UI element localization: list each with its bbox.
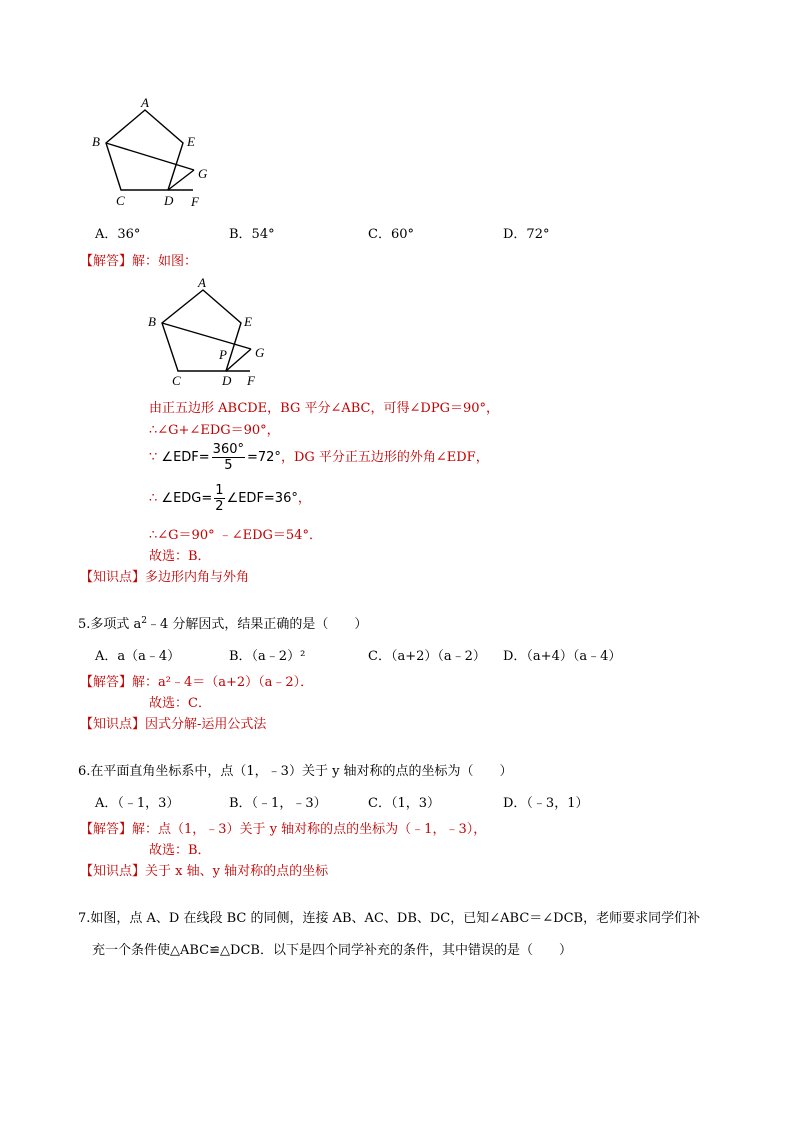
q4-option-b: B．54° xyxy=(229,227,275,242)
label-g-2: G xyxy=(255,345,265,360)
q6-kp-tag: 【知识点】 xyxy=(80,864,146,879)
q6-answer-line xyxy=(80,823,486,836)
q6-choose: 故选：B． xyxy=(149,843,211,858)
q5-stem-pre: 5.多项式 a xyxy=(78,617,142,632)
q6-kp-text: 关于 x 轴、y 轴对称的点的坐标 xyxy=(145,864,329,879)
q4-knowledge-point xyxy=(80,571,249,584)
label-p-2: P xyxy=(219,347,227,362)
q4-sol4-fraction xyxy=(214,484,224,513)
q5-answer-line xyxy=(80,676,313,689)
q6-answer-text: 解：点（1，﹣3）关于 y 轴对称的点的坐标为（﹣1，﹣3）， xyxy=(132,822,487,837)
q4-answer-tag: 【解答】 xyxy=(80,254,133,269)
q5-answer-tag: 【解答】 xyxy=(80,675,133,690)
q4-sol4-suffix: ， xyxy=(297,491,311,506)
pentagon-figure-1 xyxy=(88,95,218,213)
q5-knowledge-point xyxy=(80,718,266,731)
label-c-2: C xyxy=(172,373,181,388)
q4-solution-line-4 xyxy=(149,484,311,513)
q4-option-d: D．72° xyxy=(503,227,550,242)
label-c: C xyxy=(116,193,125,208)
q5-kp-tag: 【知识点】 xyxy=(80,717,146,732)
q5-option-b: B．（a﹣2）² xyxy=(229,649,306,664)
q4-sol4-rhs: ∠EDF=36° xyxy=(226,491,298,506)
q4-sol3-rhs: =72° xyxy=(247,450,281,465)
q7-stem-line-1: 7.如图，点 A、D 在线段 BC 的同侧，连接 AB、AC、DB、DC，已知∠ABC＝∠DCB，老师要求同学们补 xyxy=(78,911,701,926)
label-a-2: A xyxy=(198,275,206,290)
q6-option-a: A．（﹣1，3） xyxy=(95,796,180,811)
label-f: F xyxy=(191,194,199,209)
q5-option-d: D．（a+4）（a﹣4） xyxy=(503,649,622,664)
q4-kp-tag: 【知识点】 xyxy=(80,570,146,585)
q5-answer-text: 解：a²﹣4＝（a+2）（a﹣2）． xyxy=(132,675,314,690)
label-e: E xyxy=(187,134,195,149)
q4-sol4-den: 2 xyxy=(215,499,224,514)
q6-answer-tag: 【解答】 xyxy=(80,822,133,837)
q6-knowledge-point xyxy=(80,865,328,878)
q4-sol3-den: 5 xyxy=(224,458,233,473)
q4-sol3-fraction xyxy=(212,443,245,472)
q5-option-c: C．（a+2）（a﹣2） xyxy=(368,649,486,664)
q4-sol3-num: 360° xyxy=(212,442,244,457)
q5-stem-sup: 2 xyxy=(141,616,148,626)
q4-option-c: C．60° xyxy=(368,227,414,242)
q4-sol4-lhs: ∠EDG= xyxy=(161,491,213,506)
label-d: D xyxy=(164,193,174,208)
q7-stem-line-2: 充一个条件使△ABC≌△DCB．以下是四个同学补充的条件，其中错误的是（ ） xyxy=(92,943,572,958)
label-g: G xyxy=(198,166,208,181)
label-e-2: E xyxy=(244,314,252,329)
q4-kp-text: 多边形内角与外角 xyxy=(145,570,250,585)
segment-bg xyxy=(106,143,194,170)
q6-option-b: B．（﹣1，﹣3） xyxy=(229,796,327,811)
q6-option-d: D．（﹣3，1） xyxy=(503,796,589,811)
q5-option-a: A．a（a﹣4） xyxy=(95,649,181,664)
label-d-2: D xyxy=(222,373,232,388)
q5-choose: 故选：C． xyxy=(149,696,211,711)
label-b-2: B xyxy=(148,314,156,329)
q5-stem-post: ﹣4 分解因式，结果正确的是（ ） xyxy=(147,617,368,632)
q4-option-a: A．36° xyxy=(95,227,141,242)
q4-solution-line-5: ∴∠G＝90° ﹣∠EDG＝54°． xyxy=(149,528,322,543)
label-a: A xyxy=(141,95,149,110)
q4-solution-line-2: ∴∠G+∠EDG＝90°， xyxy=(149,423,280,438)
q4-sol4-prefix: ∴ xyxy=(149,491,158,506)
q4-sol3-suffix: ，DG 平分正五边形的外角∠EDF， xyxy=(280,450,489,465)
q4-solution-line-1: 由正五边形 ABCDE，BG 平分∠ABC，可得∠DPG＝90°， xyxy=(149,401,499,416)
q4-answer-line xyxy=(80,255,197,268)
pentagon-abcde-2 xyxy=(162,290,241,371)
pentagon-abcde xyxy=(106,110,183,190)
q4-answer-intro: 解：如图： xyxy=(132,254,198,269)
q4-sol4-num: 1 xyxy=(215,483,224,498)
q4-solution-line-3 xyxy=(149,443,489,472)
q4-sol3-prefix: ∵ xyxy=(149,450,158,465)
pentagon-figure-2 xyxy=(142,275,277,393)
q5-stem xyxy=(78,617,367,631)
q6-option-c: C．（1，3） xyxy=(368,796,440,811)
q4-sol3-lhs: ∠EDF= xyxy=(161,450,210,465)
q5-kp-text: 因式分解-运用公式法 xyxy=(145,717,267,732)
label-f-2: F xyxy=(247,373,255,388)
q4-choose: 故选：B． xyxy=(149,549,211,564)
q6-stem: 6.在平面直角坐标系中，点（1，﹣3）关于 y 轴对称的点的坐标为（ ） xyxy=(78,764,513,779)
label-b: B xyxy=(92,134,100,149)
